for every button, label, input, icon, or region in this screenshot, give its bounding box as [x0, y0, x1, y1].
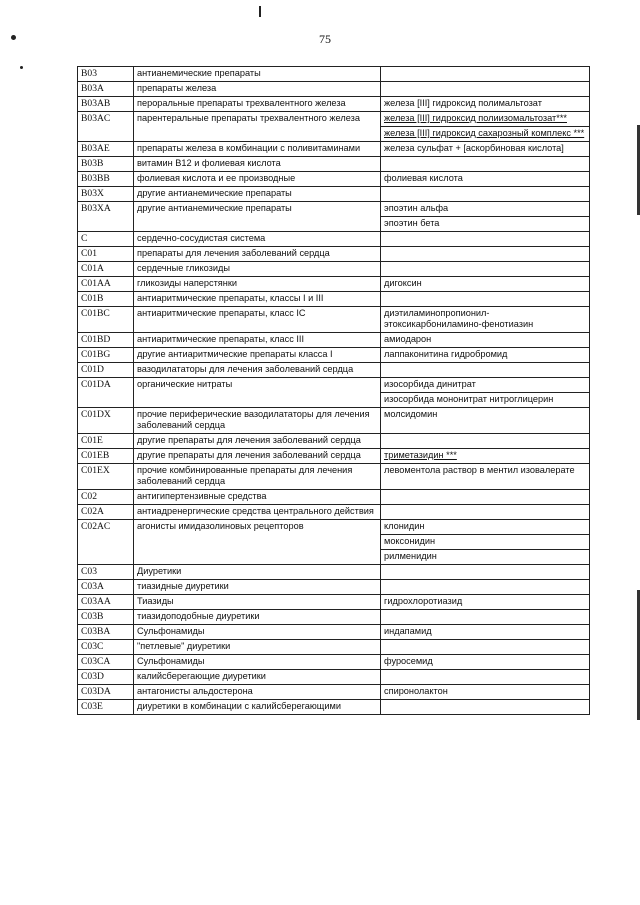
- atc-code: C02AC: [78, 520, 134, 565]
- drug-cell: [381, 580, 590, 595]
- atc-code: C01DX: [78, 408, 134, 434]
- drug-cell: [381, 67, 590, 82]
- drug-name: спиронолактон: [384, 686, 448, 696]
- atc-code: B03AB: [78, 97, 134, 112]
- drug-cell: [381, 610, 590, 625]
- atc-table: [77, 66, 590, 715]
- atc-code: C03A: [78, 580, 134, 595]
- group-name: антиадренергические средства центрального действия: [134, 505, 381, 520]
- atc-code: C03DA: [78, 685, 134, 700]
- table-row: [78, 565, 590, 580]
- atc-code: C03AA: [78, 595, 134, 610]
- drug-cell: [381, 670, 590, 685]
- group-name: агонисты имидазолиновых рецепторов: [134, 520, 381, 565]
- drug-cell: [381, 112, 590, 142]
- atc-code: B03XA: [78, 202, 134, 232]
- group-name: препараты железа в комбинации с поливитаминами: [134, 142, 381, 157]
- drug-name: молсидомин: [384, 409, 438, 419]
- group-name: антианемические препараты: [134, 67, 381, 82]
- drug-name: левоментола раствор в ментил изовалерате: [384, 465, 575, 475]
- atc-code: C01BC: [78, 307, 134, 333]
- table-row: [78, 378, 590, 408]
- drug-cell: [381, 700, 590, 715]
- atc-code: C01D: [78, 363, 134, 378]
- atc-code: C01EB: [78, 449, 134, 464]
- drug-name: изосорбида динитрат: [384, 379, 476, 389]
- group-name: калийсберегающие диуретики: [134, 670, 381, 685]
- group-name: препараты для лечения заболеваний сердца: [134, 247, 381, 262]
- table-row: [78, 187, 590, 202]
- drug-name: железа [III] гидроксид сахарозный комплекс ***: [381, 126, 589, 139]
- table-row: [78, 202, 590, 232]
- group-name: другие антиаритмические препараты класса I: [134, 348, 381, 363]
- group-name: прочие комбинированные препараты для лечения заболеваний сердца: [134, 464, 381, 490]
- drug-cell: [381, 247, 590, 262]
- drug-name: амиодарон: [384, 334, 432, 344]
- atc-code: C01A: [78, 262, 134, 277]
- drug-cell: [381, 262, 590, 277]
- table-row: [78, 172, 590, 187]
- table-row: [78, 97, 590, 112]
- atc-code: C03BA: [78, 625, 134, 640]
- table-row: [78, 610, 590, 625]
- group-name: антагонисты альдостерона: [134, 685, 381, 700]
- group-name: гликозиды наперстянки: [134, 277, 381, 292]
- table-row: [78, 112, 590, 142]
- drug-cell: [381, 172, 590, 187]
- group-name: антиаритмические препараты, класс IC: [134, 307, 381, 333]
- atc-code: C01E: [78, 434, 134, 449]
- table-row: [78, 142, 590, 157]
- group-name: пероральные препараты трехвалентного железа: [134, 97, 381, 112]
- group-name: органические нитраты: [134, 378, 381, 408]
- atc-code: C02: [78, 490, 134, 505]
- group-name: витамин B12 и фолиевая кислота: [134, 157, 381, 172]
- drug-cell: [381, 464, 590, 490]
- drug-cell: [381, 307, 590, 333]
- atc-code: B03AC: [78, 112, 134, 142]
- drug-cell: [381, 277, 590, 292]
- drug-cell: [381, 565, 590, 580]
- table-row: [78, 307, 590, 333]
- atc-code: B03BB: [78, 172, 134, 187]
- drug-cell: [381, 640, 590, 655]
- group-name: другие антианемические препараты: [134, 187, 381, 202]
- group-name: Тиазиды: [134, 595, 381, 610]
- table-row: [78, 670, 590, 685]
- drug-cell: [381, 408, 590, 434]
- group-name: другие препараты для лечения заболеваний сердца: [134, 449, 381, 464]
- atc-code: C01AA: [78, 277, 134, 292]
- drug-name: дигоксин: [384, 278, 422, 288]
- group-name: антигипертензивные средства: [134, 490, 381, 505]
- group-name: вазодилататоры для лечения заболеваний сердца: [134, 363, 381, 378]
- table-row: [78, 655, 590, 670]
- table-row: [78, 408, 590, 434]
- group-name: Сульфонамиды: [134, 625, 381, 640]
- drug-name: фуросемид: [384, 656, 433, 666]
- atc-code: C01: [78, 247, 134, 262]
- atc-code: B03A: [78, 82, 134, 97]
- group-name: сердечно-сосудистая система: [134, 232, 381, 247]
- atc-code: C03E: [78, 700, 134, 715]
- drug-cell: [381, 434, 590, 449]
- group-name: диуретики в комбинации с калийсберегающими: [134, 700, 381, 715]
- table-row: [78, 157, 590, 172]
- atc-code: B03AE: [78, 142, 134, 157]
- group-name: тиазидоподобные диуретики: [134, 610, 381, 625]
- drug-cell: [381, 655, 590, 670]
- group-name: другие антианемические препараты: [134, 202, 381, 232]
- drug-cell: [381, 333, 590, 348]
- drug-name: железа [III] гидроксид полиизомальтозат***: [384, 113, 567, 123]
- drug-name: гидрохлоротиазид: [384, 596, 463, 606]
- drug-cell: [381, 292, 590, 307]
- drug-cell: [381, 490, 590, 505]
- table-row: [78, 292, 590, 307]
- drug-cell: [381, 187, 590, 202]
- drug-cell: [381, 97, 590, 112]
- table-row: [78, 449, 590, 464]
- drug-cell: [381, 157, 590, 172]
- table-row: [78, 640, 590, 655]
- group-name: фолиевая кислота и ее производные: [134, 172, 381, 187]
- table-row: [78, 67, 590, 82]
- drug-name: клонидин: [384, 521, 425, 531]
- table-row: [78, 434, 590, 449]
- table-row: [78, 262, 590, 277]
- drug-name: железа сульфат + [аскорбиновая кислота]: [384, 143, 564, 153]
- group-name: Сульфонамиды: [134, 655, 381, 670]
- drug-cell: [381, 363, 590, 378]
- atc-code: C03CA: [78, 655, 134, 670]
- drug-name: эпоэтин бета: [381, 216, 589, 229]
- group-name: сердечные гликозиды: [134, 262, 381, 277]
- table-row: [78, 333, 590, 348]
- table-row: [78, 520, 590, 565]
- group-name: антиаритмические препараты, класс III: [134, 333, 381, 348]
- drug-cell: [381, 685, 590, 700]
- drug-name: моксонидин: [381, 534, 589, 547]
- table-row: [78, 348, 590, 363]
- group-name: "петлевые" диуретики: [134, 640, 381, 655]
- table-row: [78, 247, 590, 262]
- drug-name: триметазидин ***: [384, 450, 457, 460]
- atc-code: C01DA: [78, 378, 134, 408]
- table-row: [78, 277, 590, 292]
- drug-name: железа [III] гидроксид полимальтозат: [384, 98, 542, 108]
- atc-code: C03B: [78, 610, 134, 625]
- drug-cell: [381, 520, 590, 565]
- atc-code: C03D: [78, 670, 134, 685]
- drug-name: индапамид: [384, 626, 432, 636]
- atc-code: C02A: [78, 505, 134, 520]
- table-row: [78, 700, 590, 715]
- atc-code: B03B: [78, 157, 134, 172]
- atc-code: C01BG: [78, 348, 134, 363]
- atc-code: C03: [78, 565, 134, 580]
- drug-cell: [381, 348, 590, 363]
- group-name: тиазидные диуретики: [134, 580, 381, 595]
- table-row: [78, 625, 590, 640]
- atc-code: B03X: [78, 187, 134, 202]
- table-row: [78, 580, 590, 595]
- atc-code: C01BD: [78, 333, 134, 348]
- table-row: [78, 464, 590, 490]
- atc-code: C01EX: [78, 464, 134, 490]
- page-number: 75: [319, 32, 331, 46]
- table-row: [78, 685, 590, 700]
- group-name: Диуретики: [134, 565, 381, 580]
- atc-code: C03C: [78, 640, 134, 655]
- atc-code: C01B: [78, 292, 134, 307]
- group-name: антиаритмические препараты, классы I и III: [134, 292, 381, 307]
- drug-name: фолиевая кислота: [384, 173, 463, 183]
- scan-dot: [20, 66, 23, 69]
- group-name: другие препараты для лечения заболеваний сердца: [134, 434, 381, 449]
- drug-cell: [381, 82, 590, 97]
- drug-name: лаппаконитина гидробромид: [384, 349, 508, 359]
- drug-name: изосорбида мононитрат нитроглицерин: [381, 392, 589, 405]
- drug-cell: [381, 378, 590, 408]
- table-row: [78, 505, 590, 520]
- drug-cell: [381, 625, 590, 640]
- atc-code: C: [78, 232, 134, 247]
- table-row: [78, 232, 590, 247]
- group-name: прочие периферические вазодилататоры для лечения заболеваний сердца: [134, 408, 381, 434]
- atc-code: B03: [78, 67, 134, 82]
- group-name: парентеральные препараты трехвалентного железа: [134, 112, 381, 142]
- drug-name: эпоэтин альфа: [384, 203, 449, 213]
- drug-cell: [381, 505, 590, 520]
- drug-cell: [381, 142, 590, 157]
- drug-cell: [381, 595, 590, 610]
- drug-cell: [381, 449, 590, 464]
- table-row: [78, 363, 590, 378]
- drug-cell: [381, 232, 590, 247]
- scan-mark: [259, 6, 261, 17]
- group-name: препараты железа: [134, 82, 381, 97]
- table-row: [78, 490, 590, 505]
- drug-cell: [381, 202, 590, 232]
- drug-name: рилменидин: [381, 549, 589, 562]
- table-row: [78, 595, 590, 610]
- table-row: [78, 82, 590, 97]
- drug-name: диэтиламинопропионил-этоксикарбониламино-фенотиазин: [384, 308, 534, 329]
